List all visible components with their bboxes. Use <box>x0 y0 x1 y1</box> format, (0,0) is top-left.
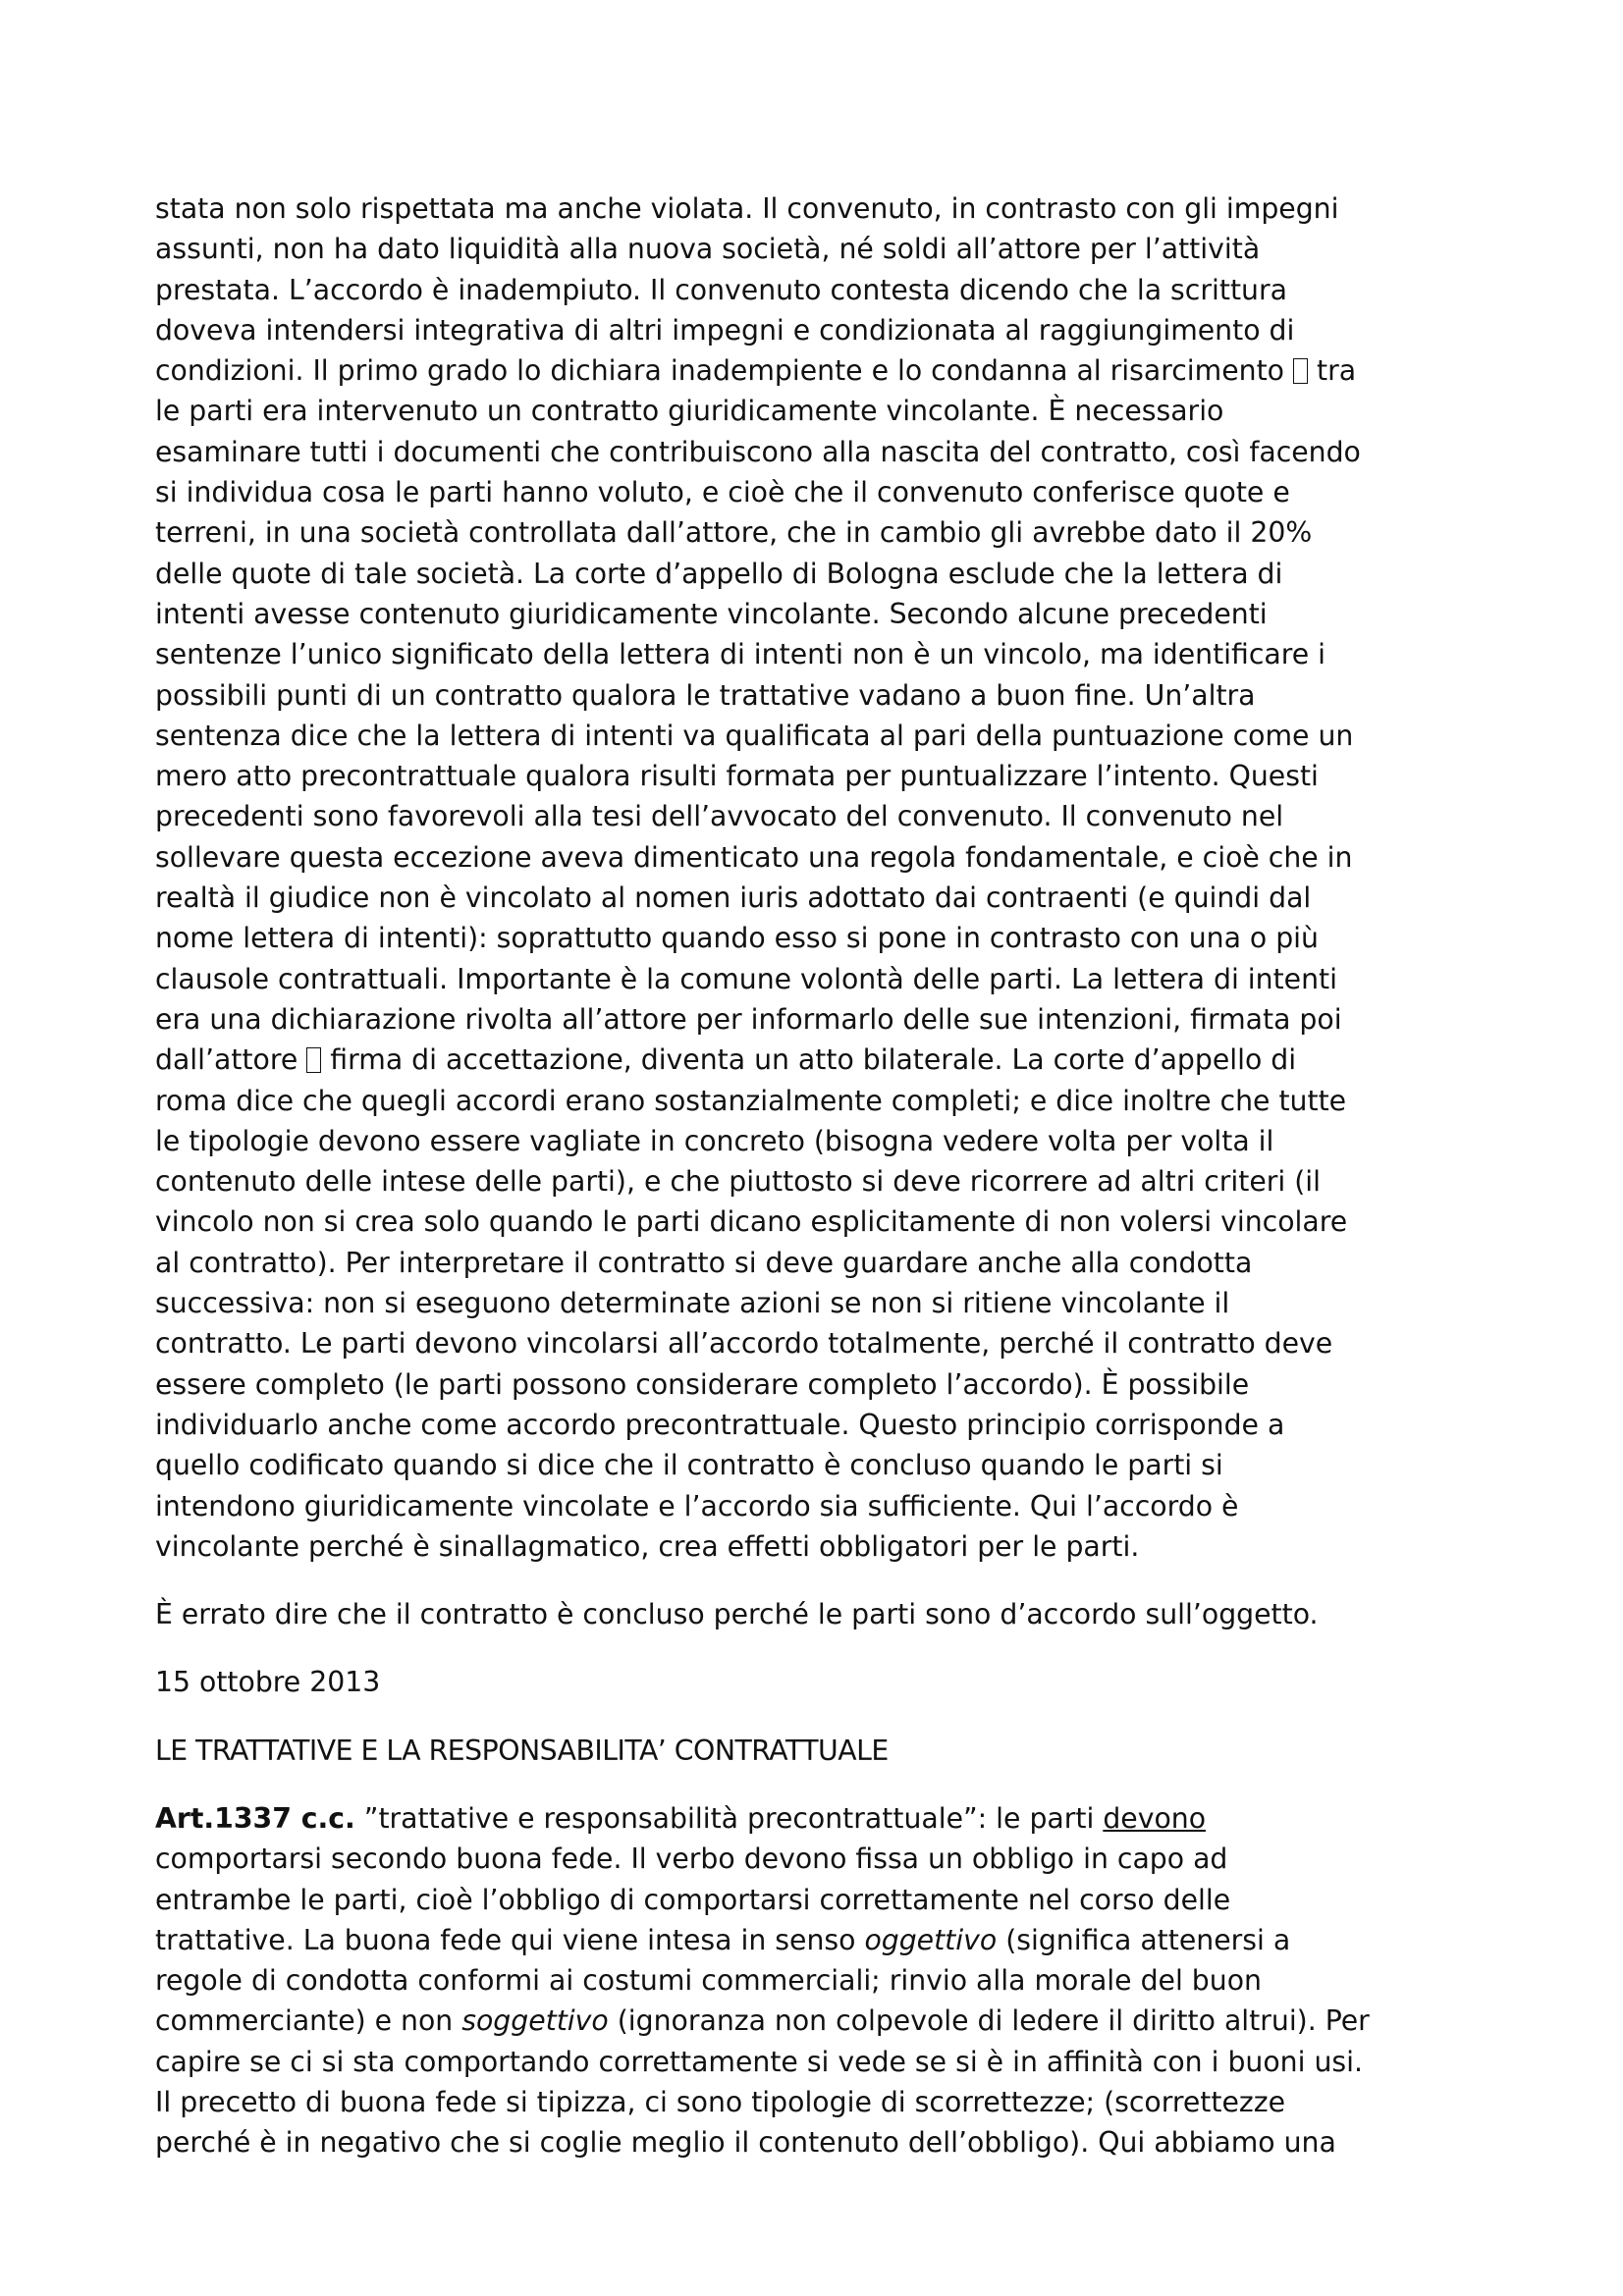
text-span: prestata. L’accordo è inadempiuto. Il convenuto contesta dicendo che la scrittura <box>155 273 1287 306</box>
paragraph-3-line: capire se ci si sta comportando correttamente si vede se si è in affinità con i buoni usi. <box>155 2045 1363 2078</box>
paragraph-3-line: comportarsi secondo buona fede. Il verbo devono fissa un obbligo in capo ad <box>155 1842 1228 1876</box>
paragraph-3-line <box>155 2001 1467 2041</box>
paragraph-3-line: regole di condotta conformi ai costumi commerciali; rinvio alla morale del buon <box>155 1964 1262 1998</box>
paragraph-1-line <box>155 310 1467 350</box>
text-span: quello codificato quando si dice che il contratto è concluso quando le parti si <box>155 1449 1223 1482</box>
text-span: trattative. La buona fede qui viene intesa in senso <box>155 1923 865 1956</box>
paragraph-1-line <box>155 554 1467 594</box>
paragraph-1-line <box>155 837 1467 878</box>
paragraph-1-line <box>155 1040 1467 1080</box>
text-span: commerciante) e non <box>155 2004 462 2038</box>
text-span: assunti, non ha dato liquidità alla nuova società, né soldi all’attore per l’attività <box>155 233 1261 266</box>
paragraph-1-line <box>155 1445 1467 1485</box>
text-span: le tipologie devono essere vagliate in concreto (bisogna vedere volta per volta il <box>155 1124 1274 1157</box>
text-span: le parti era intervenuto un contratto giuridicamente vincolante. È necessario <box>155 395 1224 428</box>
paragraph-3 <box>155 1798 1467 2163</box>
text-span: condizioni. Il primo grado lo dichiara inadempiente e lo condanna al risarcimento <box>155 354 1284 388</box>
paragraph-1-line <box>155 959 1467 999</box>
paragraph-3-line: perché è in negativo che si coglie meglio il contenuto dell’obbligo). Qui abbiamo una <box>155 2126 1336 2160</box>
text-span: possibili punti di un contratto qualora le trattative vadano a buon fine. Un’altra <box>155 678 1256 712</box>
text-span: individuarlo anche come accordo precontrattuale. Questo principio corrisponde a <box>155 1408 1285 1441</box>
paragraph-1-line <box>155 350 1467 391</box>
paragraph-gap <box>155 1771 1467 1798</box>
paragraph-1-line <box>155 999 1467 1040</box>
text-span: roma dice che quegli accordi erano sostanzialmente completi; e dice inoltre che tutte <box>155 1084 1347 1117</box>
paragraph-1-line <box>155 796 1467 836</box>
paragraph-1-line <box>155 675 1467 716</box>
text-span: stata non solo rispettata ma anche violata. Il convenuto, in contrasto con gli impegni <box>155 192 1339 225</box>
text-span: tra <box>1316 354 1357 388</box>
paragraph-gap <box>155 1634 1467 1662</box>
text-span: mero atto precontrattuale qualora risulti formata per puntualizzare l’intento. Questi <box>155 760 1319 793</box>
text-span: clausole contrattuali. Importante è la comune volontà delle parti. La lettera di intenti <box>155 962 1337 995</box>
paragraph-3-line: Il precetto di buona fede si tipizza, ci sono tipologie di scorrettezze; (scorrettezze <box>155 2086 1285 2119</box>
paragraph-1-line <box>155 1486 1467 1526</box>
paragraph-1-line <box>155 756 1467 796</box>
text-span: sentenze l’unico significato della lettera di intenti non è un vincolo, ma identificare i <box>155 638 1326 671</box>
paragraph-1-line <box>155 1364 1467 1405</box>
paragraph-1-line <box>155 432 1467 472</box>
paragraph-1-line <box>155 918 1467 958</box>
paragraph-1-line <box>155 1243 1467 1283</box>
paragraph-3-line <box>155 1798 1467 1839</box>
paragraph-1-line <box>155 391 1467 431</box>
text-span: terreni, in una società controllata dall’attore, che in cambio gli avrebbe dato il 20% <box>155 516 1313 550</box>
paragraph-2: È errato dire che il contratto è concluso perché le parti sono d’accordo sull’oggetto. <box>155 1598 1319 1631</box>
paragraph-gap <box>155 1703 1467 1731</box>
text-span: si individua cosa le parti hanno voluto, e cioè che il convenuto conferisce quote e <box>155 476 1290 509</box>
paragraph-1-line <box>155 229 1467 269</box>
text-span: intendono giuridicamente vincolate e l’accordo sia sufficiente. Qui l’accordo è <box>155 1489 1239 1522</box>
paragraph-1-line <box>155 270 1467 310</box>
text-span: sentenza dice che la lettera di intenti va qualificata al pari della puntuazione come un <box>155 719 1354 752</box>
text-span: al contratto). Per interpretare il contratto si deve guardare anche alla condotta <box>155 1246 1253 1279</box>
text-span: firma di accettazione, diventa un atto bilaterale. La corte d’appello di <box>330 1043 1297 1077</box>
italic-term: oggettivo <box>864 1923 998 1956</box>
missing-glyph-box-icon <box>306 1047 321 1073</box>
text-span: vincolo non si crea solo quando le parti dicano esplicitamente di non volersi vincolare <box>155 1205 1348 1239</box>
text-span: nome lettera di intenti): soprattutto quando esso si pone in contrasto con una o più <box>155 922 1319 955</box>
paragraph-1-line <box>155 1405 1467 1445</box>
document-page <box>155 188 1467 2163</box>
text-span: intenti avesse contenuto giuridicamente vincolante. Secondo alcune precedenti <box>155 597 1268 630</box>
text-span: contenuto delle intese delle parti), e che piuttosto si deve ricorrere ad altri criteri (il <box>155 1165 1322 1199</box>
text-span: contratto. Le parti devono vincolarsi all’accordo totalmente, perché il contratto deve <box>155 1327 1333 1361</box>
text-span: essere completo (le parti possono considerare completo l’accordo). È possibile <box>155 1367 1250 1401</box>
text-span: vincolante perché è sinallagmatico, crea effetti obbligatori per le parti. <box>155 1529 1140 1563</box>
text-span: doveva intendersi integrativa di altri impegni e condizionata al raggiungimento di <box>155 313 1295 347</box>
paragraph-1-line <box>155 1121 1467 1161</box>
paragraph-1-line <box>155 1526 1467 1567</box>
text-span: esaminare tutti i documenti che contribuiscono alla nascita del contratto, così facendo <box>155 435 1361 468</box>
paragraph-1-line <box>155 594 1467 634</box>
paragraph-1-line <box>155 878 1467 918</box>
text-span: (significa attenersi a <box>997 1923 1291 1956</box>
text-span: realtà il giudice non è vincolato al nomen iuris adottato dai contraenti (e quindi dal <box>155 881 1312 915</box>
text-span: ”trattative e responsabilità precontrattuale”: le parti <box>354 1801 1104 1835</box>
paragraph-1-line <box>155 188 1467 229</box>
text-span: precedenti sono favorevoli alla tesi dell’avvocato del convenuto. Il convenuto nel <box>155 800 1284 833</box>
paragraph-1-line <box>155 1323 1467 1363</box>
paragraph-3-line <box>155 1920 1467 1960</box>
underlined-word: devono <box>1103 1801 1207 1835</box>
text-span: sollevare questa eccezione aveva dimenticato una regola fondamentale, e cioè che in <box>155 840 1353 874</box>
text-span: dall’attore <box>155 1043 298 1077</box>
paragraph-1-line <box>155 634 1467 674</box>
paragraph-1 <box>155 188 1467 1567</box>
paragraph-gap <box>155 1567 1467 1594</box>
paragraph-3-line: entrambe le parti, cioè l’obbligo di comportarsi correttamente nel corso delle <box>155 1883 1231 1916</box>
paragraph-1-line <box>155 1081 1467 1121</box>
text-span: era una dichiarazione rivolta all’attore per informarlo delle sue intenzioni, firmata poi <box>155 1002 1342 1036</box>
text-span: (ignoranza non colpevole di ledere il diritto altrui). Per <box>608 2004 1370 2038</box>
date-line: 15 ottobre 2013 <box>155 1666 381 1699</box>
paragraph-1-line <box>155 512 1467 553</box>
section-heading: LE TRATTATIVE E LA RESPONSABILITA’ CONTRATTUALE <box>155 1734 889 1767</box>
italic-term: soggettivo <box>461 2004 609 2038</box>
missing-glyph-box-icon <box>1293 358 1308 384</box>
text-span: delle quote di tale società. La corte d’appello di Bologna esclude che la lettera di <box>155 557 1283 590</box>
article-reference: Art.1337 c.c. <box>155 1801 355 1835</box>
paragraph-1-line <box>155 472 1467 512</box>
text-span: successiva: non si eseguono determinate azioni se non si ritiene vincolante il <box>155 1287 1230 1320</box>
paragraph-1-line <box>155 1161 1467 1201</box>
paragraph-1-line <box>155 716 1467 756</box>
paragraph-1-line <box>155 1283 1467 1323</box>
paragraph-1-line <box>155 1201 1467 1242</box>
